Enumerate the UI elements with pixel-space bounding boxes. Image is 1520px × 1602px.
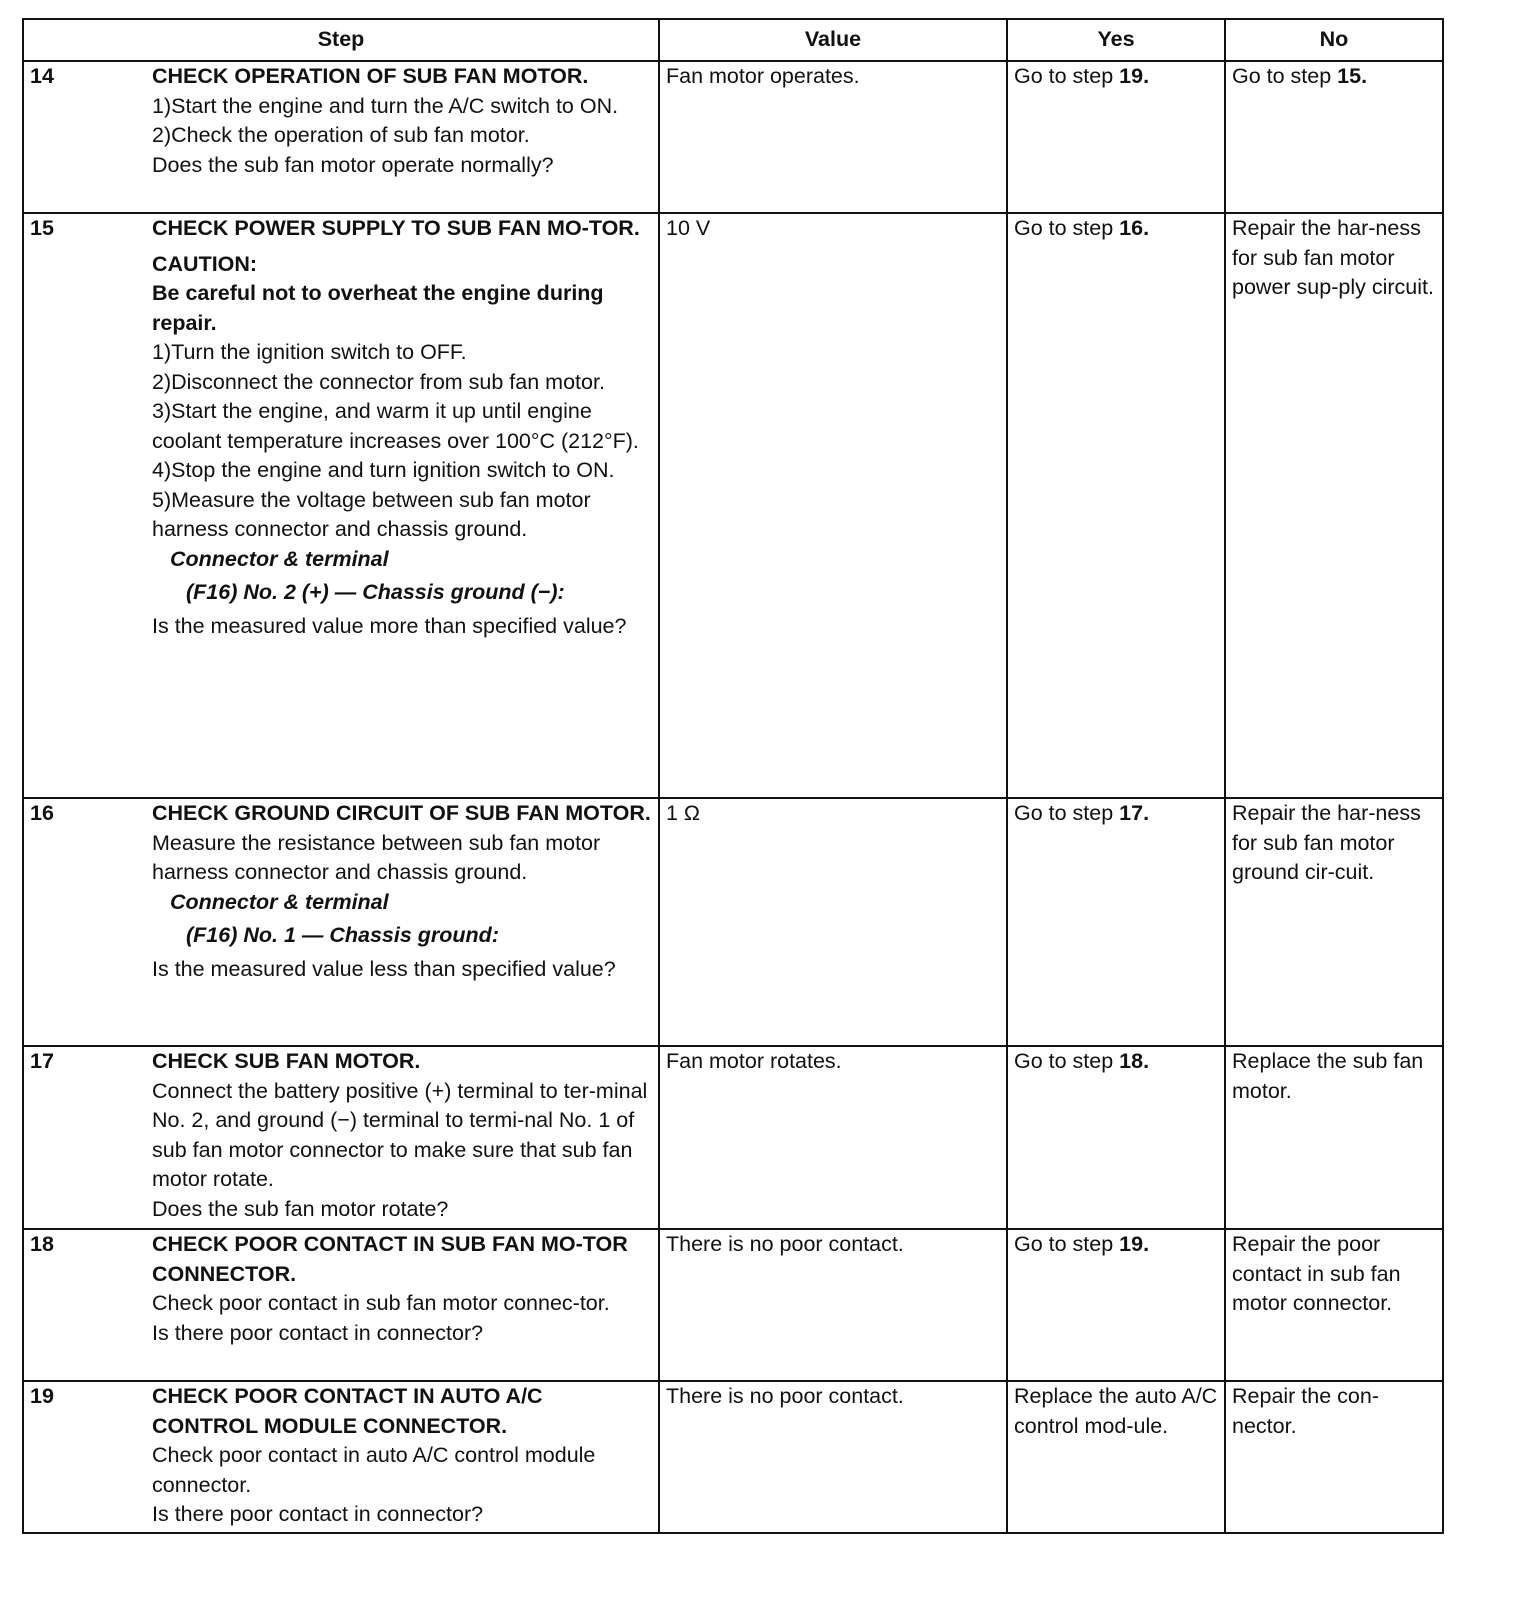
- step-line: Connect the battery positive (+) terminal to ter-minal No. 2, and ground (−) terminal to termi-nal No. 1 of sub fan motor connector to make sure that sub fan motor rotate.: [152, 1078, 648, 1191]
- yes-step-link: 17.: [1119, 801, 1150, 825]
- yes-step-link: 18.: [1119, 1049, 1150, 1073]
- yes-text: Go to step: [1014, 216, 1120, 240]
- diagnostic-table: [22, 18, 1444, 1534]
- header-row: [23, 19, 1443, 61]
- step-line: Is the measured value less than specified value?: [152, 956, 616, 981]
- step-line: 4)Stop the engine and turn ignition switch to ON.: [152, 458, 615, 482]
- no-cell: [1225, 213, 1443, 798]
- table-row: [23, 213, 1443, 798]
- yes-text: Go to step: [1014, 1049, 1120, 1073]
- step-line: 2)Check the operation of sub fan motor.: [152, 123, 530, 147]
- step-line: 5)Measure the voltage between sub fan motor harness connector and chassis ground.: [152, 487, 591, 541]
- step-description: [144, 1229, 659, 1381]
- step-number: 14: [23, 61, 144, 213]
- step-line: 3)Start the engine, and warm it up until engine coolant temperature increases over 100°C (212°F).: [152, 399, 639, 453]
- no-cell: [1225, 61, 1443, 213]
- step-line: (F16) No. 2 (+) — Chassis ground (−):: [186, 580, 565, 604]
- value-cell: 10 V: [659, 213, 1007, 798]
- yes-step-link: 19.: [1119, 64, 1150, 88]
- step-number: 18: [23, 1229, 144, 1381]
- step-line: CHECK POOR CONTACT IN AUTO A/C CONTROL MODULE CONNECTOR.: [152, 1384, 543, 1438]
- no-text: Repair the poor contact in sub fan motor connector.: [1232, 1232, 1401, 1315]
- yes-step-link: 19.: [1119, 1232, 1150, 1256]
- yes-cell: [1007, 1229, 1225, 1381]
- step-description: [144, 1381, 659, 1533]
- step-line: 1)Turn the ignition switch to OFF.: [152, 340, 467, 364]
- header-no: No: [1225, 19, 1443, 61]
- no-cell: [1225, 1229, 1443, 1381]
- step-line: CHECK SUB FAN MOTOR.: [152, 1049, 421, 1073]
- yes-cell: [1007, 213, 1225, 798]
- step-line: (F16) No. 1 — Chassis ground:: [186, 923, 499, 947]
- step-line: CHECK GROUND CIRCUIT OF SUB FAN MOTOR.: [152, 801, 651, 825]
- table-row: [23, 1381, 1443, 1533]
- no-cell: [1225, 798, 1443, 1046]
- step-line: Connector & terminal: [170, 546, 389, 571]
- step-description: [144, 1046, 659, 1229]
- table-row: [23, 1229, 1443, 1381]
- value-cell: There is no poor contact.: [659, 1229, 1007, 1381]
- table-row: [23, 1046, 1443, 1229]
- step-number: 15: [23, 213, 144, 798]
- yes-cell: [1007, 1381, 1225, 1533]
- step-line: Does the sub fan motor rotate?: [152, 1196, 449, 1221]
- no-cell: [1225, 1046, 1443, 1229]
- value-cell: 1 Ω: [659, 798, 1007, 1046]
- yes-cell: [1007, 1046, 1225, 1229]
- step-line: Be careful not to overheat the engine during repair.: [152, 281, 604, 335]
- step-line: Is there poor contact in connector?: [152, 1502, 484, 1526]
- step-line: CHECK POOR CONTACT IN SUB FAN MO-TOR CONNECTOR.: [152, 1232, 628, 1286]
- yes-cell: [1007, 61, 1225, 213]
- step-line: Is there poor contact in connector?: [152, 1320, 484, 1345]
- step-line: 2)Disconnect the connector from sub fan motor.: [152, 369, 605, 394]
- header-yes: Yes: [1007, 19, 1225, 61]
- step-description: [144, 61, 659, 213]
- value-cell: Fan motor operates.: [659, 61, 1007, 213]
- yes-step-link: 16.: [1119, 216, 1150, 240]
- step-line: CHECK POWER SUPPLY TO SUB FAN MO-TOR.: [152, 216, 640, 240]
- step-line: Does the sub fan motor operate normally?: [152, 152, 554, 177]
- no-text: Go to step: [1232, 64, 1338, 88]
- no-text: Repair the har-ness for sub fan motor ground cir-cuit.: [1232, 801, 1421, 884]
- step-line: Check poor contact in auto A/C control module connector.: [152, 1443, 596, 1497]
- yes-cell: [1007, 798, 1225, 1046]
- no-text: Replace the sub fan motor.: [1232, 1049, 1424, 1103]
- value-cell: Fan motor rotates.: [659, 1046, 1007, 1229]
- no-text: Repair the con-nector.: [1232, 1384, 1379, 1438]
- step-line: CAUTION:: [152, 251, 258, 276]
- header-value: Value: [659, 19, 1007, 61]
- value-cell: There is no poor contact.: [659, 1381, 1007, 1533]
- yes-text: Go to step: [1014, 801, 1120, 825]
- step-number: 17: [23, 1046, 144, 1229]
- step-line: Is the measured value more than specified value?: [152, 613, 627, 638]
- table-row: [23, 61, 1443, 213]
- no-step-link: 15.: [1337, 64, 1368, 88]
- no-cell: [1225, 1381, 1443, 1533]
- step-line: CHECK OPERATION OF SUB FAN MOTOR.: [152, 64, 589, 88]
- header-step: Step: [23, 19, 659, 61]
- step-number: 16: [23, 798, 144, 1046]
- step-line: Measure the resistance between sub fan motor harness connector and chassis ground.: [152, 830, 601, 884]
- step-description: [144, 798, 659, 1046]
- no-text: Repair the har-ness for sub fan motor power sup-ply circuit.: [1232, 216, 1434, 299]
- step-description: [144, 213, 659, 798]
- step-line: 1)Start the engine and turn the A/C switch to ON.: [152, 93, 619, 118]
- table-row: [23, 798, 1443, 1046]
- yes-text: Replace the auto A/C control mod-ule.: [1014, 1384, 1218, 1438]
- step-number: 19: [23, 1381, 144, 1533]
- step-line: Check poor contact in sub fan motor connec-tor.: [152, 1291, 610, 1315]
- step-line: Connector & terminal: [170, 889, 389, 914]
- yes-text: Go to step: [1014, 1232, 1120, 1256]
- yes-text: Go to step: [1014, 64, 1120, 88]
